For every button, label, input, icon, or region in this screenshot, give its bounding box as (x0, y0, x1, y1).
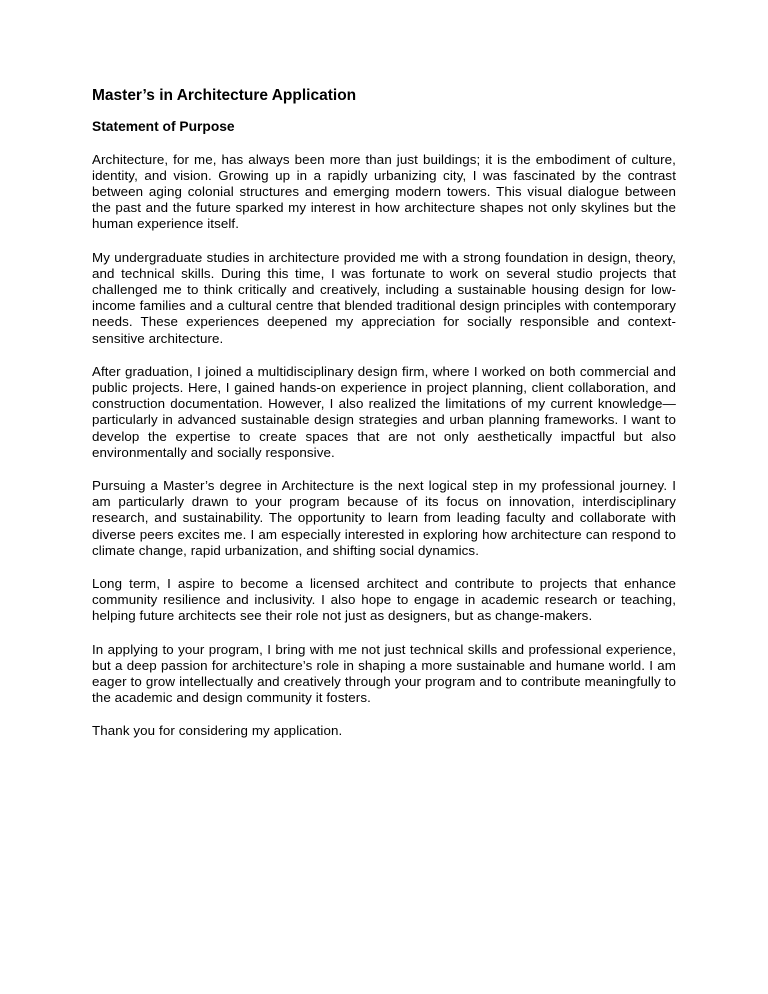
section-heading: Statement of Purpose (92, 119, 235, 134)
paragraph-why-program: Pursuing a Master’s degree in Architecture is the next logical step in my professional journey. I am particularly drawn to your program because of its focus on innovation, interdisciplinary research, and sustainability. The opportunity to learn from leading faculty and collaborate with diverse peers excites me. I am especially interested in exploring how architecture can respond to climate change, rapid urbanization, and shifting social dynamics. (92, 477, 676, 558)
paragraph-undergraduate: My undergraduate studies in architecture provided me with a strong foundation in design, theory, and technical skills. During this time, I was fortunate to work on several studio projects that challenged me to think critically and creatively, including a sustainable housing design for low-income families and a cultural centre that blended traditional design principles with contemporary needs. These experiences deepened my appreciation for socially responsible and context-sensitive architecture. (92, 249, 676, 346)
paragraph-intro: Architecture, for me, has always been more than just buildings; it is the embodiment of culture, identity, and vision. Growing up in a rapidly urbanizing city, I was fascinated by the contrast between aging colonial structures and emerging modern towers. This visual dialogue between the past and the future sparked my interest in how architecture shapes not only skylines but the human experience itself. (92, 151, 676, 232)
paragraph-thank-you: Thank you for considering my application. (92, 723, 343, 739)
paragraph-work-experience: After graduation, I joined a multidisciplinary design firm, where I worked on both commercial and public projects. Here, I gained hands-on experience in project planning, client collaboration, and construction documentation. However, I also realized the limitations of my current knowledge—particularly in advanced sustainable design strategies and urban planning frameworks. I want to develop the expertise to create spaces that are not only aesthetically impactful but also environmentally and socially responsive. (92, 363, 676, 460)
paragraph-closing: In applying to your program, I bring with me not just technical skills and professional experience, but a deep passion for architecture’s role in shaping a more sustainable and humane world. I am eager to grow intellectually and creatively through your program and to contribute meaningfully to the academic and design community it fosters. (92, 641, 676, 706)
paragraph-long-term-goals: Long term, I aspire to become a licensed architect and contribute to projects that enhance community resilience and inclusivity. I also hope to engage in academic research or teaching, helping future architects see their role not just as designers, but as change-makers. (92, 575, 676, 624)
document-title: Master’s in Architecture Application (92, 87, 357, 104)
